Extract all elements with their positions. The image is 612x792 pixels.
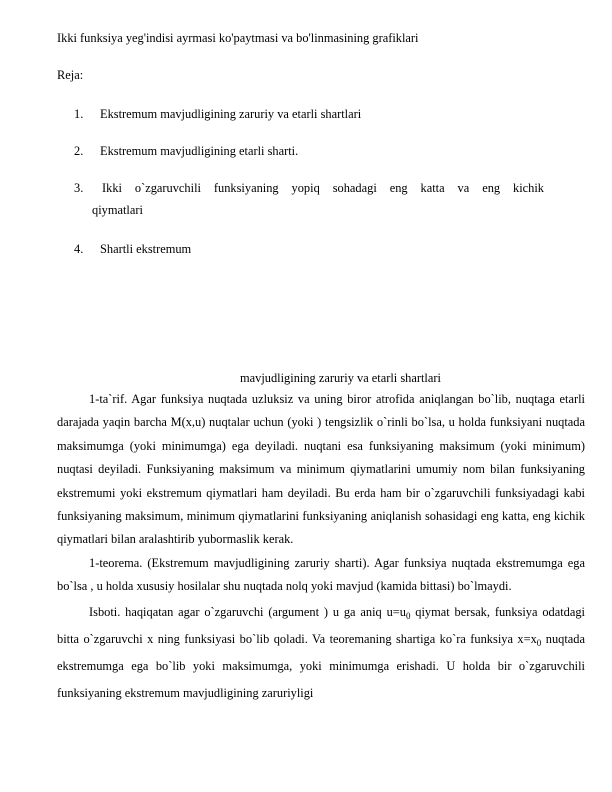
- plan-item: [74, 106, 544, 122]
- body-text: [57, 388, 585, 707]
- plan-item-number: 3.: [74, 181, 84, 195]
- plan-item-text-continuation: qiymatlari: [92, 203, 143, 217]
- plan-item: [74, 180, 544, 218]
- paragraph-proof: [57, 599, 585, 707]
- plan-item-text: Ikki o`zgaruvchili funksiyaning yopiq sohadagi eng katta va eng kichik: [102, 181, 544, 195]
- plan-item: [74, 143, 544, 159]
- paragraph-definition: 1-ta`rif. Agar funksiya nuqtada uzluksiz va uning biror atrofida aniqlangan bo`lib, nuqtaga etarli darajada yaqin barcha M(x,u) nuqtalar uchun (yoki ) tengsizlik o`rinli bo`lsa, u holda funksiyani nuqtada maksimumga (yoki minimumga) ega deyiladi. nuqtani esa funksiyaning maksimum (yoki minimum) nuqtasi deyiladi. Funksiyaning maksimum va minimum qiymatlarini umumiy nom bilan funksiyaning ekstremumi yoki ekstremum qiymatlari ham deyiladi. Bu erda ham bir o`zgaruvchili funksiyadagi kabi funksiyaning maksimum, minimum qiymatlarini funksiyaning aniqlanish sohasidagi eng katta, eng kichik qiymatlari bilan aralashtirib yubormaslik kerak.: [57, 392, 585, 547]
- subscript: 0: [536, 637, 542, 648]
- proof-text-part: Isboti. haqiqatan agar o`zgaruvchi (argument ) u ga aniq u=u: [89, 604, 406, 619]
- plan-item-number: 1.: [74, 107, 84, 121]
- plan-item-number: 4.: [74, 242, 84, 256]
- plan-item-text: Ekstremum mavjudligining zaruriy va etarli shartlari: [100, 107, 362, 121]
- subscript: 0: [405, 610, 411, 621]
- plan-item-text: Shartli ekstremum: [100, 242, 192, 256]
- document-title: Ikki funksiya yeg'indisi ayrmasi ko'paytmasi va bo'linmasining grafiklari: [57, 31, 419, 45]
- plan-label: Reja:: [57, 68, 84, 82]
- plan-item: [74, 241, 544, 257]
- plan-item-number: 2.: [74, 144, 84, 158]
- proof-text-part: qiymat bersak, funksiya odatdagi bitta o`zgaruvchi x ning funksiyasi bo`lib qoladi. Va teoremaning shartiga ko`ra funksiya x=x: [57, 604, 585, 646]
- section-heading: [57, 370, 555, 386]
- proof-text-part: nuqtada ekstremumga ega bo`lib yoki maksimumga, yoki minimumga erishadi. U holda bir o`zgaruvchili funksiyaning ekstremum mavjudligining zaruriyligi: [57, 631, 585, 700]
- section-heading-text: mavjudligining zaruriy va etarli shartlari: [240, 371, 441, 385]
- paragraph-theorem: 1-teorema. (Ekstremum mavjudligining zaruriy sharti). Agar funksiya nuqtada ekstremumga ega bo`lsa , u holda xususiy hosilalar shu nuqtada nolq yoki mavjud (kamida bittasi) bo`lmaydi.: [57, 555, 585, 594]
- plan-item-text: Ekstremum mavjudligining etarli sharti.: [100, 144, 299, 158]
